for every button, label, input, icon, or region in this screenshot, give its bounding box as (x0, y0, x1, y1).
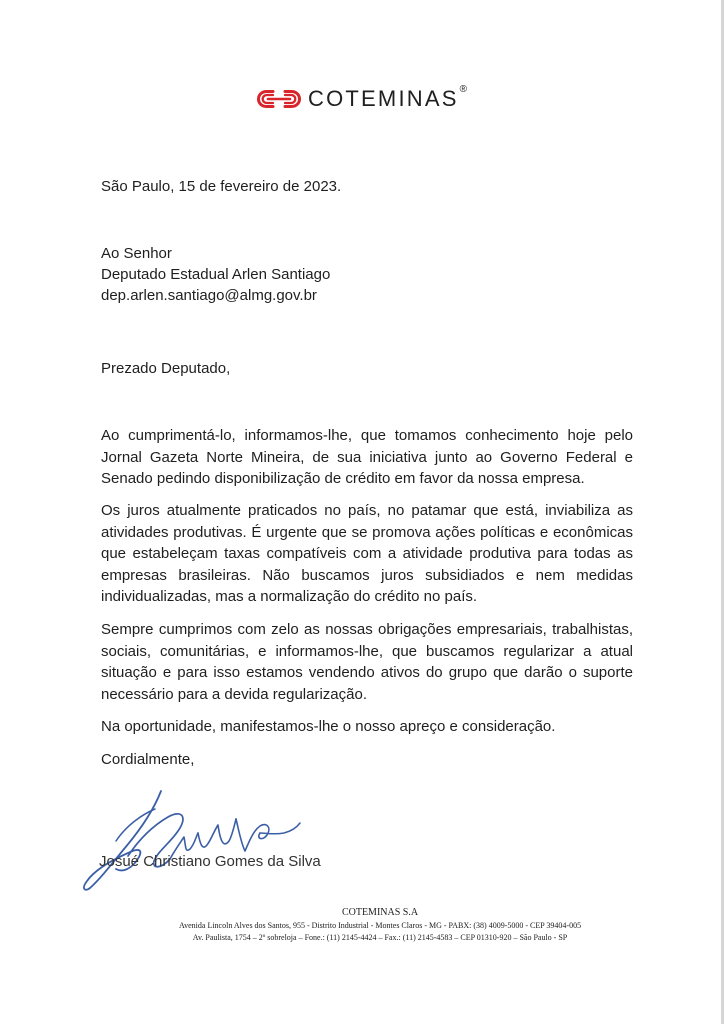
company-wordmark (308, 84, 470, 111)
registered-mark: ® (459, 84, 470, 95)
greeting: Prezado Deputado, (101, 360, 231, 377)
body-paragraph-1: Ao cumprimentá-lo, informamos-lhe, que tomamos conhecimento hoje pelo Jornal Gazeta Norte Mineira, de sua iniciativa junto ao Governo Federal e Senado pedindo disponibilização de crédito em favor da nossa empresa. (101, 427, 633, 487)
body-paragraph-2: Os juros atualmente praticados no país, no patamar que está, inviabiliza as atividades produtivas. É urgente que se promova ações políticas e econômicas que estabeleçam taxas compatíveis com a atividade produtiva para todas as empresas brasileiras. Não buscamos juros subsidiados e nem medidas individualizadas, mas a normalização do crédito no país. (101, 502, 633, 605)
recipient-salutation: Ao Senhor (101, 245, 172, 262)
recipient-email: dep.arlen.santiago@almg.gov.br (101, 287, 317, 304)
recipient-name: Deputado Estadual Arlen Santiago (101, 266, 331, 283)
letterhead-logo (256, 86, 486, 112)
footer-address-1: Avenida Lincoln Alves dos Santos, 955 - Distrito Industrial - Montes Claros - MG - PABX: (38) 4009-5000 - CEP 39404-005 (178, 921, 582, 930)
footer-company: COTEMINAS S.A (341, 907, 419, 918)
footer-address-2: Av. Paulista, 1754 – 2º sobreloja – Fone.: (11) 2145-4424 – Fax.: (11) 2145-4583 – CEP 01310-920 – São Paulo - SP (192, 933, 568, 942)
date-line: São Paulo, 15 de fevereiro de 2023. (101, 178, 342, 195)
closing: Cordialmente, (101, 751, 195, 768)
body-paragraph-3: Sempre cumprimos com zelo as nossas obrigações empresariais, trabalhistas, sociais, comunitárias, e informamos-lhe, que buscamos regularizar a atual situação e para isso estamos vendendo ativos do grupo que darão o suporte necessário para a devida regularização. (101, 621, 633, 703)
signer-name: Josué Christiano Gomes da Silva (99, 853, 321, 870)
handwritten-signature-icon (76, 779, 302, 894)
coteminas-logo-icon (256, 87, 302, 111)
body-paragraph-4: Na oportunidade, manifestamos-lhe o nosso apreço e consideração. (101, 718, 556, 735)
company-name: COTEMINAS (308, 86, 459, 111)
